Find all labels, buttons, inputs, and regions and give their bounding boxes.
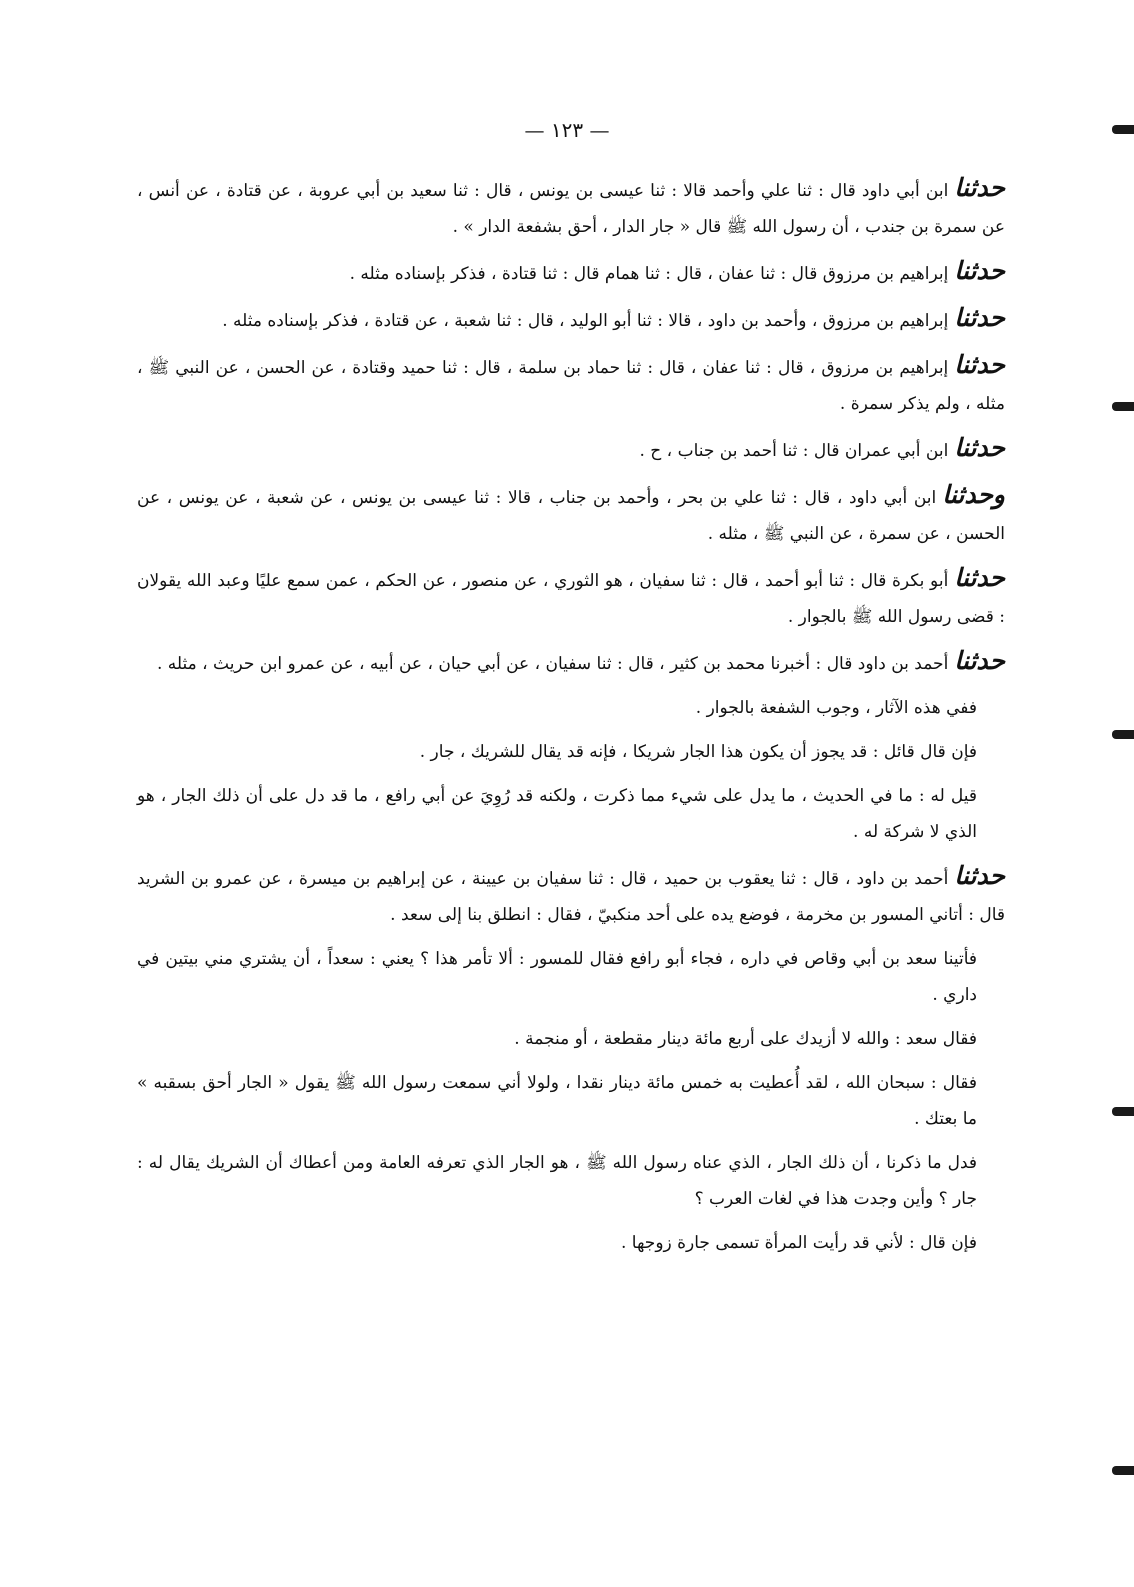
- paragraph-7: [137, 560, 1005, 635]
- paragraph-text: فقال : سبحان الله ، لقد أُعطيت به خمس مائة دينار نقدا ، ولولا أني سمعت رسول الله ﷺ يقول « الجار أحق بسقبه » ما بعتك .: [137, 1073, 977, 1129]
- paragraph-16: [137, 1145, 1005, 1217]
- hadith-keyword: حدثنا: [954, 646, 1005, 675]
- paragraph-text: قيل له : ما في الحديث ، ما يدل على شيء مما ذكرت ، ولكنه قد رُوِيَ عن أبي رافع ، ما قد دل على أن ذلك الجار ، هو الذي لا شركة له .: [137, 786, 977, 842]
- paragraph-text: ابن أبي داود قال : ثنا علي وأحمد قالا : ثنا عيسى بن يونس ، قال : ثنا سعيد بن أبي عروبة ، عن قتادة ، عن أنس ، عن سمرة بن جندب ، أن رسول الله ﷺ قال « جار الدار ، أحق بشفعة الدار » .: [137, 181, 1005, 237]
- paragraph-13: [137, 941, 1005, 1013]
- paragraph-1: [137, 170, 1005, 245]
- paragraph-17: [137, 1225, 1005, 1261]
- paragraph-text: فأتينا سعد بن أبي وقاص في داره ، فجاء أبو رافع فقال للمسور : ألا تأمر هذا ؟ يعني : سعداً ، أن يشتري مني بيتين في داري .: [137, 949, 977, 1005]
- scan-edge-mark: [1112, 1466, 1134, 1475]
- scan-edge-mark: [1112, 1107, 1134, 1116]
- paragraph-11: [137, 778, 1005, 850]
- page-number: — ١٢٣ —: [524, 118, 610, 142]
- paragraph-8: [137, 643, 1005, 682]
- paragraph-text: أحمد بن داود ، قال : ثنا يعقوب بن حميد ، قال : ثنا سفيان بن عيينة ، عن إبراهيم بن ميسرة ، عن عمرو بن الشريد قال : أتاني المسور بن مخرمة ، فوضع يده على أحد منكبيّ ، فقال : انطلق بنا إلى سعد .: [137, 869, 1005, 925]
- paragraph-12: [137, 858, 1005, 933]
- paragraph-4: [137, 347, 1005, 422]
- hadith-keyword: حدثنا: [954, 350, 1005, 379]
- paragraph-5: [137, 430, 1005, 469]
- paragraph-text: إبراهيم بن مرزوق ، قال : ثنا عفان ، قال : ثنا حماد بن سلمة ، قال : ثنا حميد وقتادة ، عن الحسن ، عن النبي ﷺ ، مثله ، ولم يذكر سمرة .: [137, 358, 1005, 414]
- paragraph-text: إبراهيم بن مرزوق قال : ثنا عفان ، قال : ثنا همام قال : ثنا قتادة ، فذكر بإسناده مثله .: [349, 264, 949, 284]
- paragraph-2: [137, 253, 1005, 292]
- paragraph-15: [137, 1065, 1005, 1137]
- paragraph-text: أبو بكرة قال : ثنا أبو أحمد ، قال : ثنا سفيان ، هو الثوري ، عن منصور ، عن الحكم ، عمن سمع عليًا وعبد الله يقولان : قضى رسول الله ﷺ بالجوار .: [137, 571, 1005, 627]
- scan-edge-mark: [1112, 125, 1134, 134]
- paragraph-text: فإن قال : لأني قد رأيت المرأة تسمى جارة زوجها .: [620, 1233, 977, 1253]
- paragraph-10: [137, 734, 1005, 770]
- paragraph-text: فإن قال قائل : قد يجوز أن يكون هذا الجار شريكا ، فإنه قد يقال للشريك ، جار .: [419, 742, 977, 762]
- paragraph-text: إبراهيم بن مرزوق ، وأحمد بن داود ، قالا : ثنا أبو الوليد ، قال : ثنا شعبة ، عن قتادة ، فذكر بإسناده مثله .: [222, 311, 949, 331]
- paragraph-14: [137, 1021, 1005, 1057]
- paragraph-text: ابن أبي داود ، قال : ثنا علي بن بحر ، وأحمد بن جناب ، قالا : ثنا عيسى بن يونس ، عن شعبة ، عن يونس ، عن الحسن ، عن سمرة ، عن النبي ﷺ ، مثله .: [137, 488, 1005, 544]
- hadith-keyword: حدثنا: [954, 303, 1005, 332]
- paragraph-text: ابن أبي عمران قال : ثنا أحمد بن جناب ، ح .: [639, 441, 949, 461]
- text-body: [137, 170, 1005, 1269]
- hadith-keyword: حدثنا: [954, 563, 1005, 592]
- scan-edge-mark: [1112, 730, 1134, 739]
- hadith-keyword: وحدثنا: [942, 480, 1005, 509]
- paragraph-text: ففي هذه الآثار ، وجوب الشفعة بالجوار .: [695, 698, 977, 718]
- paragraph-9: [137, 690, 1005, 726]
- paragraph-text: فقال سعد : والله لا أزيدك على أربع مائة دينار مقطعة ، أو منجمة .: [514, 1029, 977, 1049]
- scan-edge-mark: [1112, 402, 1134, 411]
- hadith-keyword: حدثنا: [954, 256, 1005, 285]
- paragraph-6: [137, 477, 1005, 552]
- paragraph-text: فدل ما ذكرنا ، أن ذلك الجار ، الذي عناه رسول الله ﷺ ، هو الجار الذي تعرفه العامة ومن أعطاك أن الشريك يقال له : جار ؟ وأين وجدت هذا في لغات العرب ؟: [137, 1153, 977, 1209]
- paragraph-3: [137, 300, 1005, 339]
- hadith-keyword: حدثنا: [954, 173, 1005, 202]
- paragraph-text: أحمد بن داود قال : أخبرنا محمد بن كثير ، قال : ثنا سفيان ، عن أبي حيان ، عن أبيه ، عن عمرو ابن حريث ، مثله .: [156, 654, 949, 674]
- hadith-keyword: حدثنا: [954, 433, 1005, 462]
- hadith-keyword: حدثنا: [954, 861, 1005, 890]
